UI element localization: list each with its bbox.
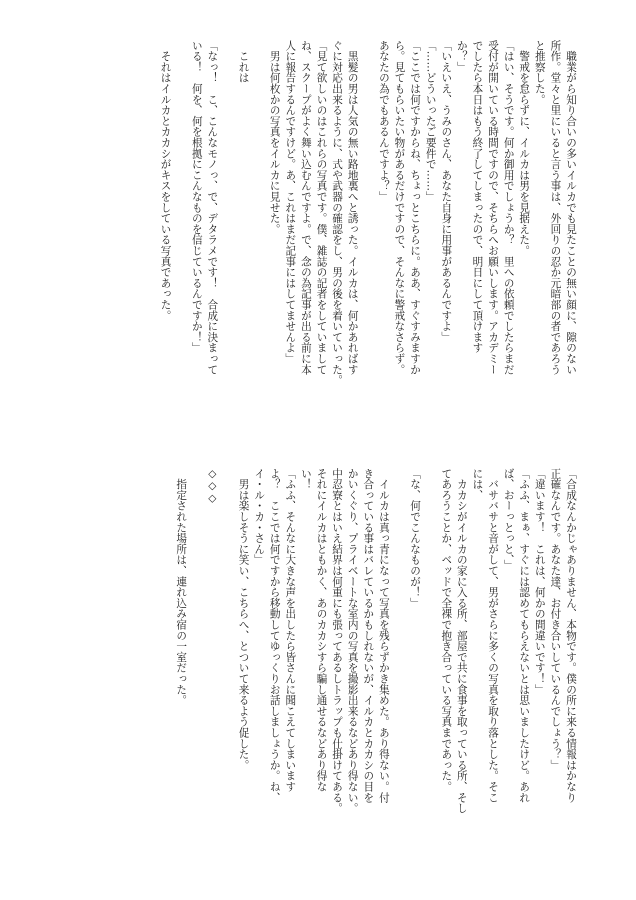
- text-line: と推察した。: [533, 40, 546, 105]
- text-line: ば、おーっとっと、」: [502, 468, 515, 571]
- text-line: [219, 40, 235, 420]
- text-line: 「なっ！ こ、こんなモノっ、で、デタラメです！ 合成に決まって: [206, 40, 219, 375]
- text-line: よ？ ここでは何ですから移動してゆっくりお話しましょうか。ね、: [268, 468, 281, 803]
- text-line: 「ふふ、まぁ、すぐには認めてもらえないとは思いましたけど。あれ: [518, 468, 531, 803]
- text-line: かいくぐり、プライベートな室内の写真を撮影出来るなどあり得ない。: [346, 468, 359, 814]
- text-line: 「見て欲しいのはこれらの写真です。僕、雑誌の記者をしていまして: [315, 40, 328, 375]
- text-line: か？」: [455, 40, 468, 73]
- text-line: 所作。堂々と里にいると言う事は、外回りの忍か元暗部の者であろう: [549, 40, 562, 375]
- text-line: 中忍寮とはいえ結界は何重にも張ってあるしトラップも仕掛けてある。: [331, 468, 344, 814]
- text-line: [251, 40, 267, 420]
- text-line: イルカは真っ青になって写真を残らずかき集めた。あり得ない。付: [377, 468, 390, 803]
- text-line: それにイルカはともかく、あのカカシすら騙し通せるなどあり得な: [315, 468, 328, 792]
- text-line: き合っている事はバレているかもしれないが、イルカとカカシの目を: [362, 468, 375, 803]
- text-line: 黒髪の男は人気の無い路地裏へと誘った。イルカは、何かあればす: [346, 40, 359, 375]
- text-line: カカシがイルカの家に入る所、部屋で共に食事を取っている所、そし: [455, 468, 468, 814]
- text-line: 「ここでは何ですからね、ちょっとこちらに。ああ、すぐすみますか: [409, 40, 422, 375]
- text-line: 「ふふ、そんなに大きな声を出したら皆さんに聞こえてしまいます: [284, 468, 297, 792]
- text-line: 「……どういったご要件で……」: [424, 40, 437, 202]
- text-line: バサバサと音がして、男がさらに多くの写真を取り落とした。そこ: [487, 468, 500, 803]
- text-line: 指定された場所は、連れ込み宿の一室だった。: [175, 468, 188, 706]
- text-line: ◇◇◇: [206, 468, 219, 505]
- text-line: 男は楽しそうに笑い、こちらへ、とついて来るよう促した。: [237, 468, 250, 771]
- text-line: 「合成なんかじゃありません、本物です。僕の所に来る情報はかなり: [565, 468, 577, 803]
- text-line: 受付が開いている時間ですので、そちらへお願いします。アカデミー: [487, 40, 500, 375]
- text-line: いる！ 何を、何を根拠にこんなものを信じているんですか！」: [190, 40, 203, 354]
- text-line: [173, 40, 189, 420]
- text-line: てあろうことか、ベッドで全裸で抱き合っている写真まであった。: [440, 468, 453, 792]
- text-line: [360, 40, 376, 420]
- text-line: い！: [299, 468, 312, 490]
- text-line: それはイルカとカカシがキスをしている写真であった。: [159, 40, 172, 321]
- text-line: 「はい、そうです。何か御用でしょうか？ 里への依頼でしたらまだ: [502, 40, 515, 375]
- text-line: これは: [237, 40, 250, 84]
- text-line: ね、スクープがよく舞い込むんですよ。で、念の為記事が出る前に本: [299, 40, 312, 375]
- text-line: [188, 468, 204, 848]
- text-line: 男は何枚かの写真をイルカに見せた。: [268, 40, 281, 235]
- text-line: 「な、何でこんなものが！」: [409, 468, 422, 609]
- text-line: ぐに対応出来るように、式や武器の確認をし、男の後を着いていった。: [331, 40, 344, 386]
- text-line: あなたの為でもあるんですよ？」: [377, 40, 390, 202]
- text-line: 警戒を怠らずに、イルカは男を見据えた。: [518, 40, 531, 256]
- text-line: 「いえいえ、うみのさん、あなた自身に用事があるんですよ」: [440, 40, 453, 343]
- text-line: [391, 468, 407, 848]
- text-line: 正確なんです。あなた達、お付き合いしているんでしょう？」: [549, 468, 562, 771]
- text-line: [219, 468, 235, 848]
- text-line: 職業がら知り合いの多いイルカでも見たことの無い顔に、隙のない: [565, 40, 577, 375]
- text-line: には、: [471, 468, 484, 501]
- text-line: 人に報告するんですけど。あ、これはまだ記事にはしてませんよ」: [284, 40, 297, 364]
- text-line: ら。見てもらいたい物があるだけですので、そんなに警戒なさらず。: [393, 40, 406, 375]
- text-line: [422, 468, 438, 848]
- upper-text-block: [157, 40, 578, 420]
- text-line: でしたら本日はもう終了してしまったので、明日にして頂けます: [471, 40, 484, 354]
- text-line: イ・ル・カ・さん」: [253, 468, 266, 566]
- text-line: 「違います！ これは、何かの間違いです！」: [533, 468, 546, 695]
- lower-text-block: [173, 468, 578, 848]
